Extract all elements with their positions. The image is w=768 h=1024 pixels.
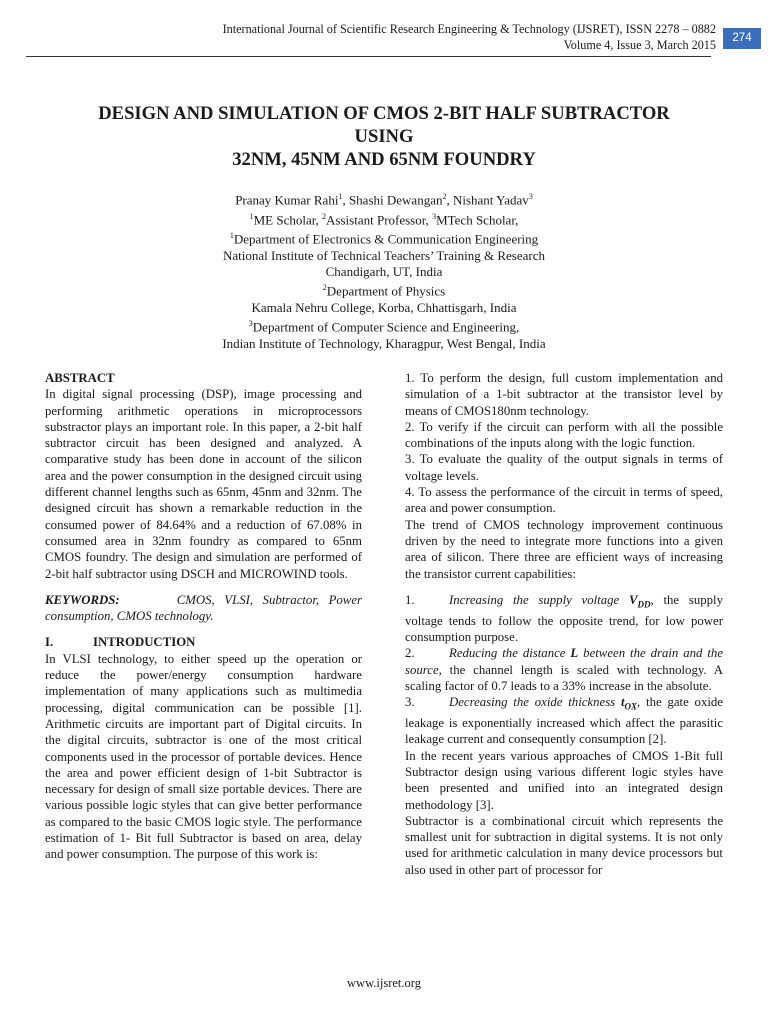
- way-2: 2. Reducing the distance L between the drain and the source, the channel length is scaled with technology. A scaling factor of 0.7 leads to a 33% increase in the absolute.: [405, 646, 724, 693]
- abstract-heading: ABSTRACT: [45, 371, 115, 385]
- running-header: [0, 22, 716, 53]
- abstract-body: In digital signal processing (DSP), image processing and performing arithmetic operations in microprocessors substractor plays an important role. In this paper, a 2-bit half subtractor circuit has been designed and analyzed. A comparative study has been done in account of the silicon area and the power consumption in the designed circuit using different channel lengths such as 65nm, 45nm and 32nm. The designed circuit has shown a remarkable reduction in the consumed power of 84.64% and a reduction of 67.08% in consumed area in 32nm foundry as compared to 65nm CMOS foundry. The design and simulation are performed of 2-bit half subtractor using DSCH and MICROWIND tools.: [45, 387, 362, 581]
- header-rule: [26, 56, 711, 57]
- affiliation-3-institute: Indian Institute of Technology, Kharagpur, West Bengal, India: [222, 336, 546, 352]
- journal-name: International Journal of Scientific Research Engineering & Technology (IJSRET), ISSN 2278 – 0882: [222, 22, 716, 36]
- objective-2: 2. To verify if the circuit can perform with all the possible combinations of the inputs along with the logic function.: [405, 419, 723, 451]
- author-roles: $^1$ME Scholar, $^2$Assistant Professor, $^3$MTech Scholar,: [249, 211, 519, 227]
- keywords-text: CMOS, VLSI, Subtractor, Power consumption, CMOS technology.: [45, 592, 362, 624]
- recent-approaches-paragraph: In the recent years various approaches of CMOS 1-Bit full Subtractor design using various different logic styles have been presented and unified into an integrated design methodology [3].: [405, 748, 723, 812]
- author-names: Pranay Kumar Rahi$^1$, Shashi Dewangan$^2$, Nishant Yadav$^3$: [235, 192, 533, 208]
- keywords-label: KEYWORDS:: [45, 592, 120, 607]
- affiliation-3: $^3$Department of Computer Science and Engineering,: [248, 319, 520, 335]
- affiliation-1: $^1$Department of Electronics & Communication Engineering: [229, 231, 539, 247]
- way-1: 1. Increasing the supply voltage $V_{DD}$, the supply voltage tends to follow the opposite trend, for low power consumption purpose.: [405, 592, 723, 644]
- objective-4: 4. To assess the performance of the circuit in terms of speed, area and power consumption.: [405, 485, 723, 516]
- left-column: [45, 370, 362, 863]
- keywords: [45, 592, 362, 625]
- author-block: [40, 189, 728, 352]
- affiliation-1-location: Chandigarh, UT, India: [325, 264, 443, 280]
- subtractor-paragraph: Subtractor is a combinational circuit which represents the smallest unit for subtraction in digital systems. It is not only used for arithmetic calculation in many device processors but also used in other part of processor for: [405, 813, 723, 877]
- affiliation-2-institute: Kamala Nehru College, Korba, Chhattisgarh, India: [251, 300, 517, 316]
- affiliation-1-institute: National Institute of Technical Teachers’ Training & Research: [222, 247, 545, 263]
- footer-website: www.ijsret.org: [347, 976, 421, 990]
- title-line-3: 32NM, 45NM AND 65NM FOUNDRY: [232, 149, 536, 170]
- introduction-heading: I. INTRODUCTION: [45, 635, 196, 650]
- paper-title: [40, 102, 728, 171]
- title-line-1: DESIGN AND SIMULATION OF CMOS 2-BIT HALF SUBTRACTOR: [98, 103, 670, 124]
- right-column: [405, 370, 723, 878]
- objective-3: 3. To evaluate the quality of the output signals in terms of voltage levels.: [405, 452, 723, 483]
- affiliation-2: $^2$Department of Physics: [322, 283, 446, 299]
- objective-1: 1. To perform the design, full custom implementation and simulation of a 1-bit subtractor at the transistor level by means of CMOS180nm technology.: [405, 371, 723, 418]
- title-line-2: USING: [354, 126, 414, 147]
- technology-trend-paragraph: The trend of CMOS technology improvement continuous driven by the need to integrate more functions into a given area of silicon. There three are efficient ways of increasing the transistor current capabilities:: [405, 517, 723, 581]
- page-number-badge: 274: [723, 28, 761, 49]
- introduction-body: In VLSI technology, to either speed up the operation or reduce the power/energy consumption hardware implementation of many applications such as multimedia processing, digital communication can be possible [1]. Arithmetic circuits are important part of Digital circuits. In the digital circuits, subtractor is one of the most critical components used in the processor of portable devices. Hence the area and power efficient design of 1-bit Subtractor is necessary for design of small size portable devices. There are various possible logic styles that can give better performance as compared to the basic CMOS logic style. The performance estimation of 1- Bit full Subtractor is based on area, delay and power consumption. The purpose of this work is:: [45, 651, 362, 862]
- volume-issue: Volume 4, Issue 3, March 2015: [563, 37, 716, 52]
- way-3: 3. Decreasing the oxide thickness $t_{OX}$, the gate oxide leakage is exponentially increased which affect the parasitic leakage current and consequently consumption [2].: [405, 695, 723, 747]
